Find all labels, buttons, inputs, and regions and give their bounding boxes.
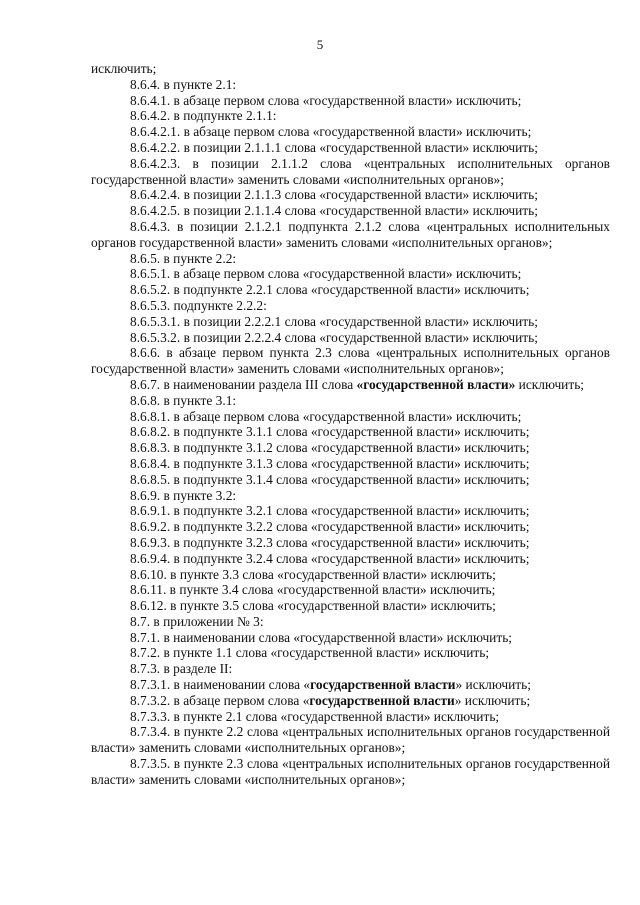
paragraph: 8.6.4.2.4. в позиции 2.1.1.3 слова «государственной власти» исключить; [130,187,538,203]
paragraph: 8.6.8. в пункте 3.1: [130,392,237,408]
paragraph: 8.7.1. в наименовании слова «государственной власти» исключить; [130,629,513,645]
paragraph: 8.7. в приложении № 3: [130,613,264,629]
paragraph: 8.6.5.3.2. в позиции 2.2.2.4 слова «государственной власти» исключить; [130,329,538,345]
paragraph: исключить; [91,61,157,76]
paragraph: 8.6.4.2. в подпункте 2.1.1: [130,108,277,124]
paragraph: 8.6.5.3.1. в позиции 2.2.2.1 слова «государственной власти» исключить; [130,313,538,329]
paragraph: 8.6.8.4. в подпункте 3.1.3 слова «государственной власти» исключить; [130,455,530,471]
paragraph: 8.6.9.3. в подпункте 3.2.3 слова «государственной власти» исключить; [130,534,530,550]
paragraph: 8.6.4.2.5. в позиции 2.1.1.4 слова «государственной власти» исключить; [130,203,538,219]
paragraph: 8.6.4. в пункте 2.1: [130,76,237,92]
paragraph: 8.6.8.2. в подпункте 3.1.1 слова «государственной власти» исключить; [130,424,530,440]
paragraph: 8.6.4.2.3. в позиции 2.1.1.2 слова «центральных исполнительных органов государственной власти» заменить словами «исполнительных органов»; [91,155,610,187]
paragraph: 8.6.9.2. в подпункте 3.2.2 слова «государственной власти» исключить; [130,519,530,535]
paragraph: 8.6.6. в абзаце первом пункта 2.3 слова «центральных исполнительных органов государственной власти» заменить словами «исполнительных органов»; [91,345,610,377]
text-run: исключить; [515,376,585,392]
paragraph: 8.6.4.2.1. в абзаце первом слова «государственной власти» исключить; [130,124,532,140]
paragraph: 8.7.3.4. в пункте 2.2 слова «центральных исполнительных органов государственной власти» заменить словами «исполнительных органов»; [91,724,610,756]
paragraph: 8.6.8.1. в абзаце первом слова «государственной власти» исключить; [130,408,522,424]
text-run: 8.7.3.2. в абзаце первом слова « [130,692,310,708]
paragraph: 8.7.3.3. в пункте 2.1 слова «государственной власти» исключить; [130,708,500,724]
paragraph: 8.6.10. в пункте 3.3 слова «государственной власти» исключить; [130,566,496,582]
paragraph: 8.6.5.1. в абзаце первом слова «государственной власти» исключить; [130,266,522,282]
paragraph: 8.7.2. в пункте 1.1 слова «государственной власти» исключить; [130,645,490,661]
text-run: 8.6.7. в наименовании раздела III слова [130,376,357,392]
text-run: 8.7.3.1. в наименовании слова « [130,677,311,693]
bold-text: государственной власти [310,677,456,693]
paragraph: 8.6.4.3. в позиции 2.1.2.1 подпункта 2.1.2 слова «центральных исполнительных органов государственной власти» заменить словами «исполнительных органов»; [91,218,610,250]
paragraph: 8.6.4.1. в абзаце первом слова «государственной власти» исключить; [130,92,522,108]
paragraph: 8.6.8.3. в подпункте 3.1.2 слова «государственной власти» исключить; [130,440,530,456]
bold-text: «государственной власти» [356,376,516,392]
paragraph [91,377,610,393]
paragraph: 8.6.8.5. в подпункте 3.1.4 слова «государственной власти» исключить; [130,471,530,487]
paragraph: 8.6.9.1. в подпункте 3.2.1 слова «государственной власти» исключить; [130,503,530,519]
paragraph: 8.7.3.5. в пункте 2.3 слова «центральных исполнительных органов государственной власти» заменить словами «исполнительных органов»; [91,756,610,787]
paragraph: 8.6.9. в пункте 3.2: [130,487,237,503]
paragraph: 8.6.4.2.2. в позиции 2.1.1.1 слова «государственной власти» исключить; [130,139,538,155]
paragraph: 8.7.3. в разделе II: [130,661,233,677]
paragraph: 8.6.11. в пункте 3.4 слова «государственной власти» исключить; [130,582,496,598]
paragraph: 8.6.5.2. в подпункте 2.2.1 слова «государственной власти» исключить; [130,282,530,298]
text-run: » исключить; [454,692,531,708]
paragraph: 8.6.5.3. подпункте 2.2.2: [130,297,267,313]
text-run: » исключить; [455,677,531,693]
paragraph: 8.6.12. в пункте 3.5 слова «государственной власти» исключить; [130,598,496,614]
paragraph: 8.6.5. в пункте 2.2: [130,250,237,266]
document-body [91,61,610,788]
page-number: 5 [316,37,324,52]
paragraph: 8.6.9.4. в подпункте 3.2.4 слова «государственной власти» исключить; [130,550,530,566]
paragraph [91,677,610,693]
bold-text: государственной власти [309,692,455,708]
paragraph [91,693,610,709]
